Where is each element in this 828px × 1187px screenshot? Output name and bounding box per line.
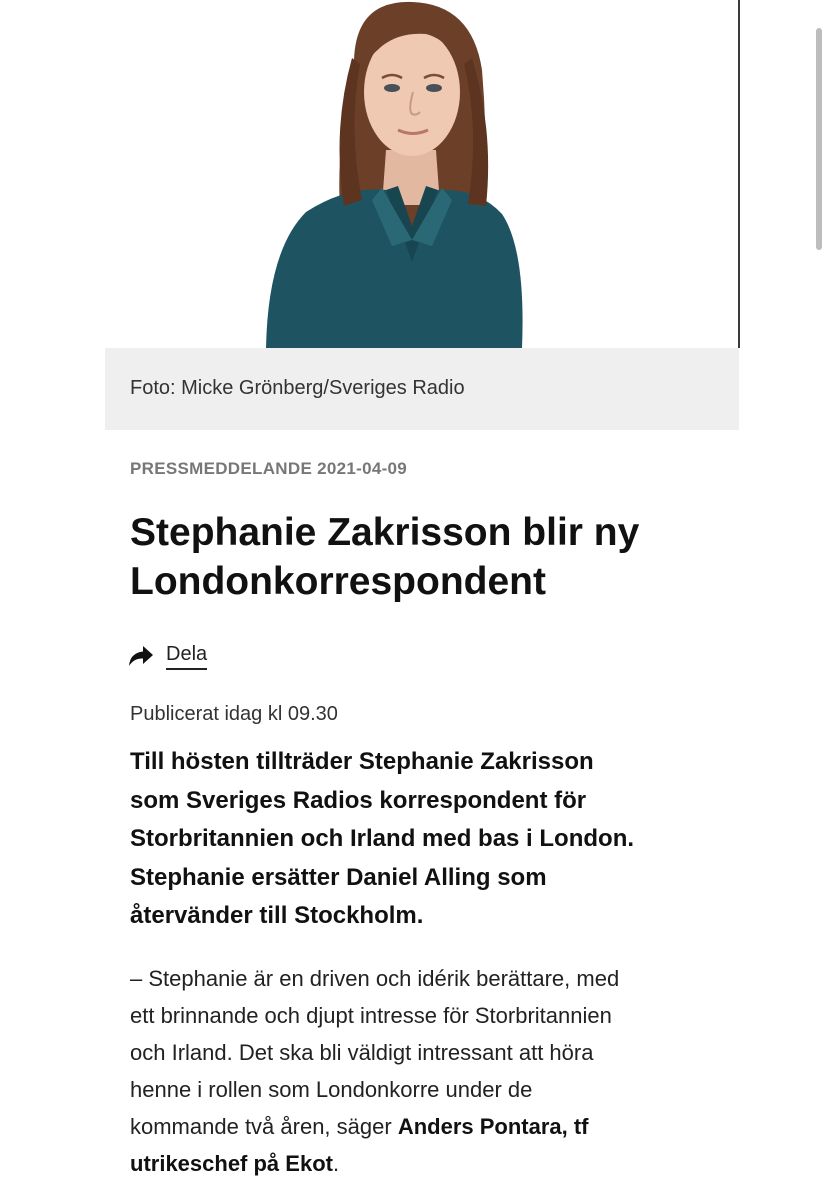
headline-line: Stephanie Zakrisson blir ny [130, 511, 640, 554]
share-arrow-icon [128, 645, 154, 667]
body-line: och Irland. Det ska bli väldigt intressant att höra [130, 1040, 594, 1065]
photo-caption-box [105, 348, 739, 430]
lead-line: Storbritannien och Irland med bas i London. [130, 825, 635, 852]
share-button[interactable] [128, 640, 207, 672]
scrollbar[interactable] [816, 28, 822, 250]
body-line: – Stephanie är en driven och idérik berättare, med [130, 966, 620, 991]
frame-divider [738, 0, 740, 348]
share-label[interactable]: Dela [166, 642, 207, 670]
body-line: henne i rollen som Londonkorre under de [130, 1077, 533, 1102]
lead-line: Till hösten tillträder Stephanie Zakrisson [130, 748, 594, 775]
body-line: kommande två åren, säger [130, 1114, 398, 1139]
lead-line: som Sveriges Radios korrespondent för [130, 786, 587, 814]
lead-line: Stephanie ersätter Daniel Alling som [130, 863, 547, 891]
quoted-person-title: utrikeschef på Ekot [130, 1151, 333, 1176]
body-line: ett brinnande och djupt intresse för Storbritannien [130, 1003, 612, 1028]
portrait-photo [236, 0, 588, 348]
body-line-end: . [332, 1151, 340, 1176]
headline [130, 508, 770, 606]
quoted-person-name: Anders Pontara, tf [397, 1114, 589, 1139]
lead-paragraph [130, 743, 750, 936]
body-paragraph [130, 960, 750, 1182]
headline-line: Londonkorrespondent [130, 560, 546, 603]
lead-line: återvänder till Stockholm. [130, 902, 424, 929]
photo-caption: Foto: Micke Grönberg/Sveriges Radio [130, 377, 465, 399]
press-release-kicker: PRESSMEDDELANDE 2021-04-09 [130, 459, 408, 478]
published-time: Publicerat idag kl 09.30 [130, 703, 338, 725]
